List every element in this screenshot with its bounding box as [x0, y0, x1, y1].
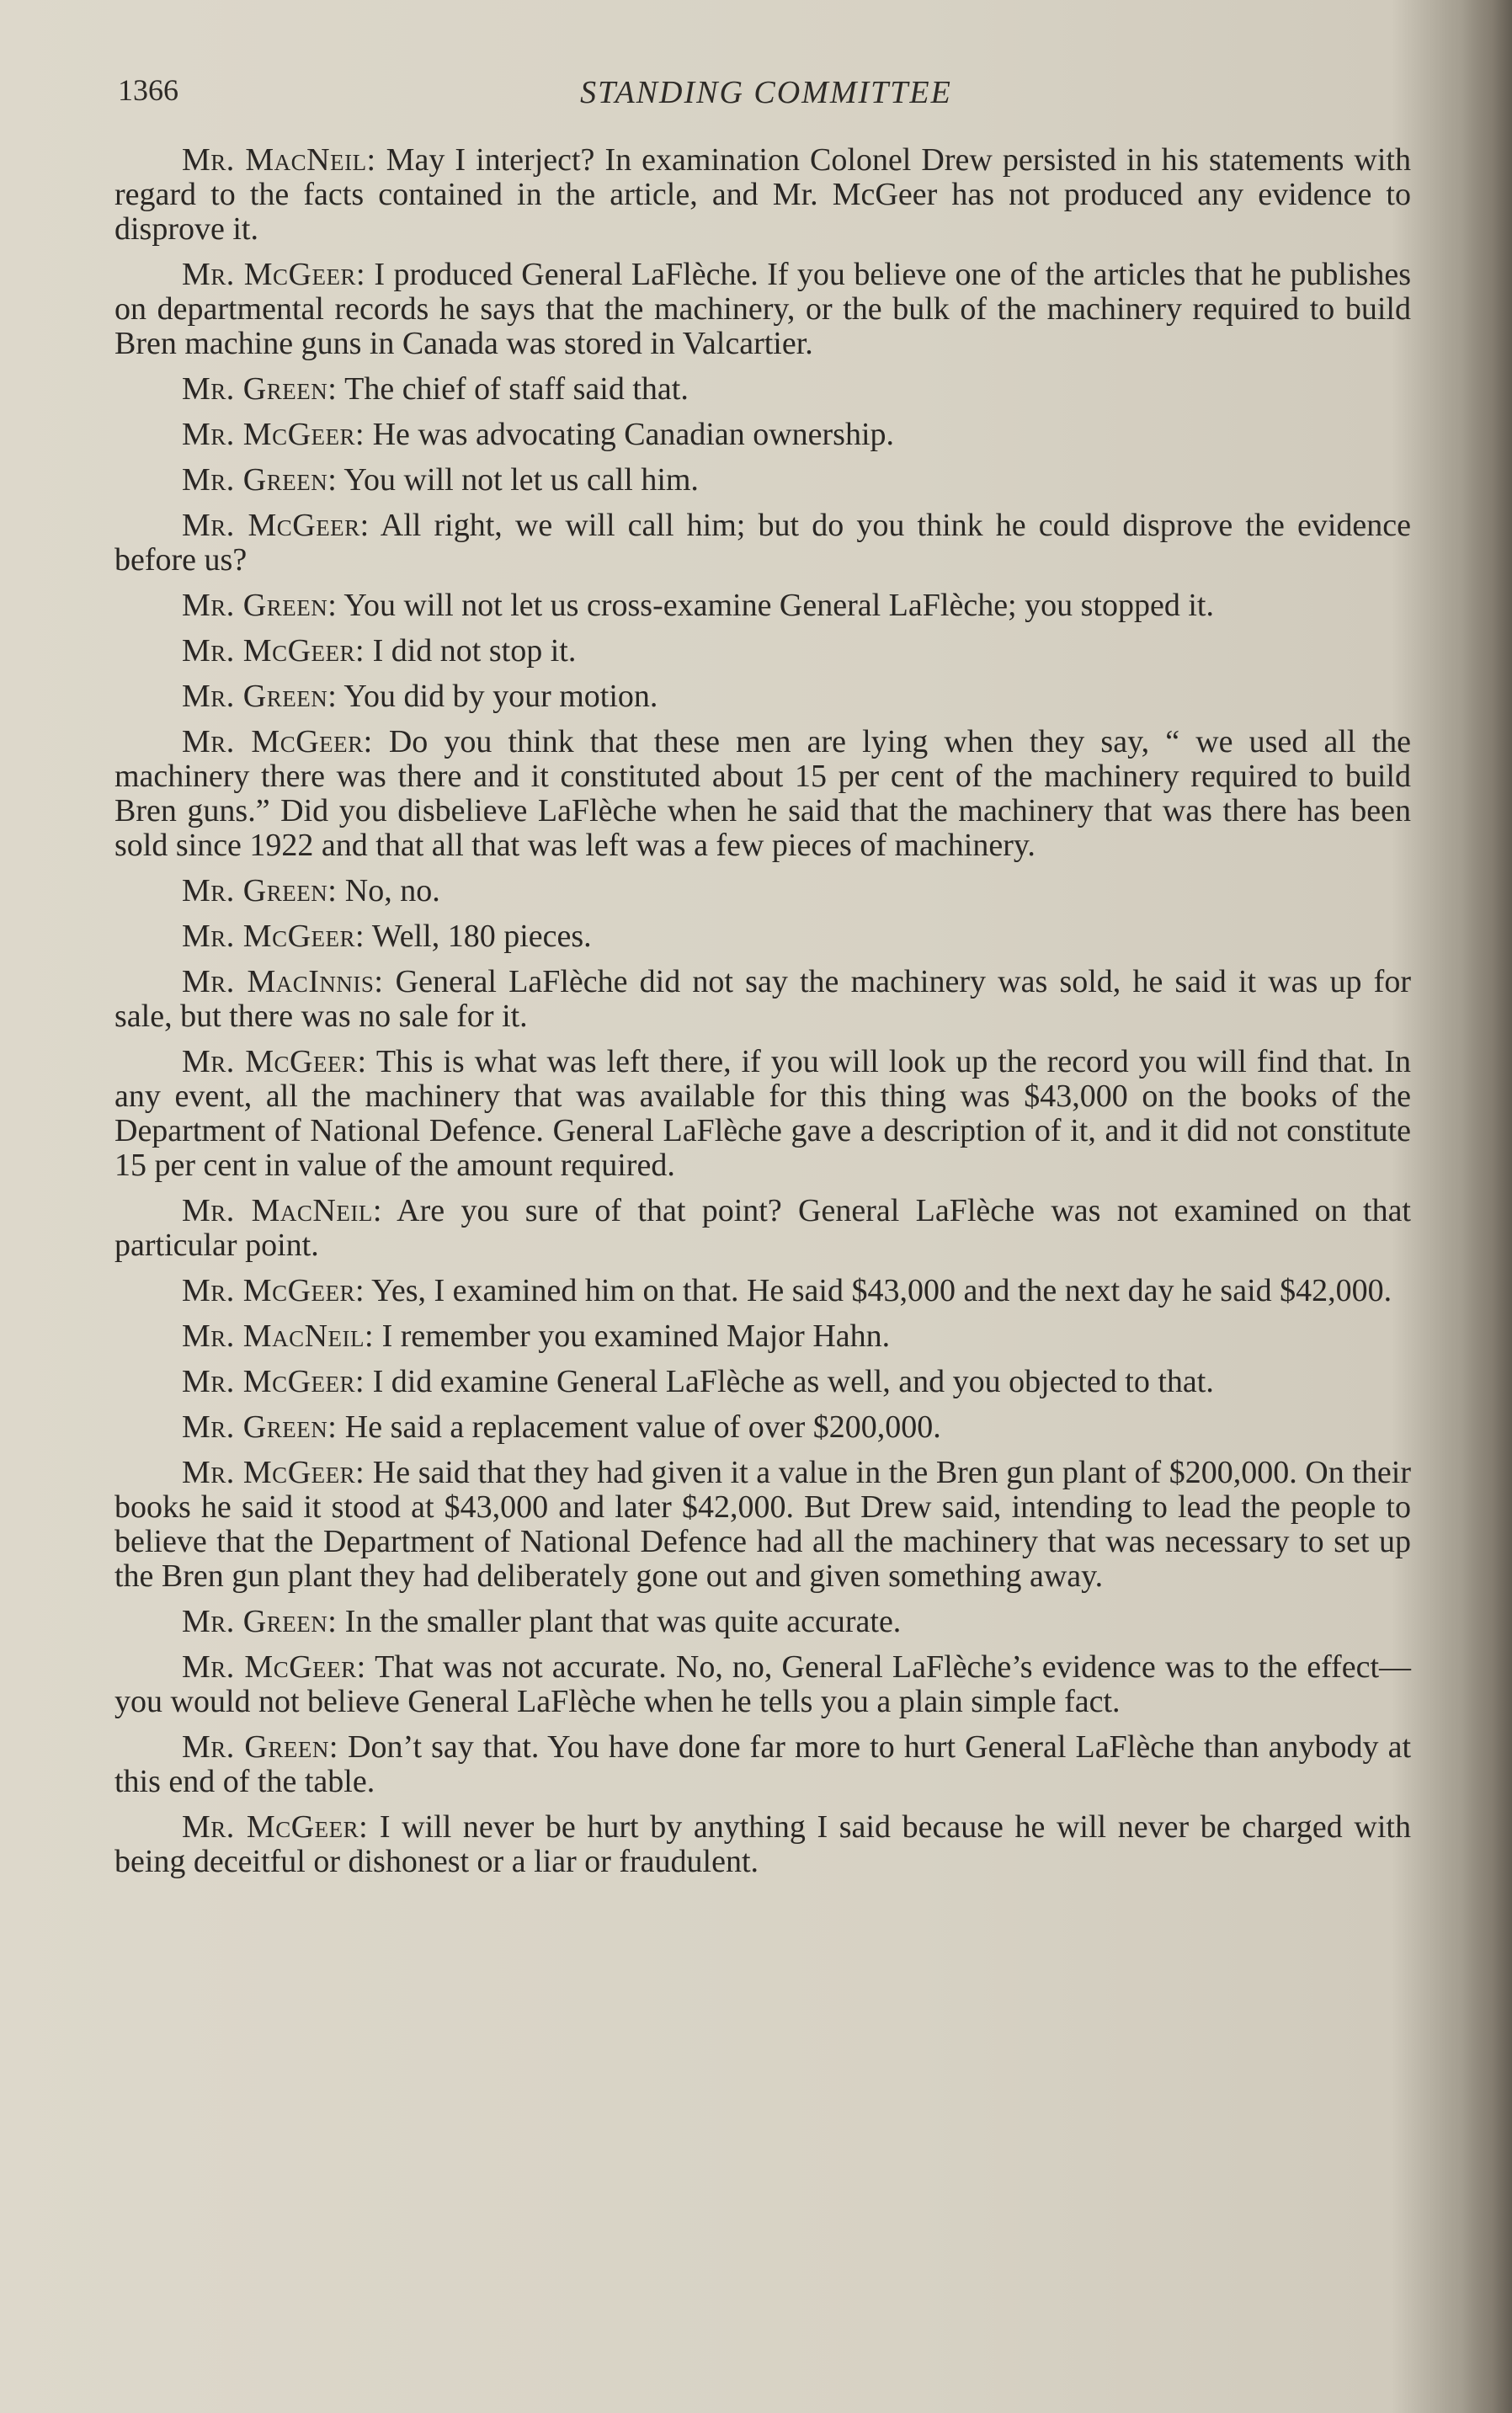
speech-paragraph	[114, 1365, 1411, 1399]
speaker-name: Mr. Green:	[182, 1729, 338, 1765]
speech-paragraph	[114, 919, 1411, 954]
speech-paragraph	[114, 463, 1411, 498]
speaker-name: Mr. Green:	[182, 873, 338, 908]
speech-text: General LaFlèche did not say the machinery was sold, he said it was up for sale, but there was no sale for it.	[114, 964, 1411, 1034]
speech-text: Well, 180 pieces.	[365, 919, 592, 954]
speech-paragraph	[114, 1410, 1411, 1445]
speech-text: All right, we will call him; but do you think he could disprove the evidence before us?	[114, 508, 1411, 578]
speech-paragraph	[114, 258, 1411, 361]
speech-paragraph	[114, 1605, 1411, 1639]
speaker-name: Mr. Green:	[182, 1604, 338, 1639]
speaker-name: Mr. McGeer:	[182, 1649, 366, 1685]
speaker-name: Mr. MacInnis:	[182, 964, 384, 999]
speech-paragraph	[114, 509, 1411, 578]
speaker-name: Mr. Green:	[182, 588, 338, 623]
speech-paragraph	[114, 1274, 1411, 1308]
speaker-name: Mr. Green:	[182, 1409, 338, 1445]
speech-text: May I interject? In examination Colonel Drew persisted in his statements with regard to the facts contained in the article, and Mr. McGeer has not produced any evidence to disprove it.	[114, 142, 1411, 247]
speaker-name: Mr. MacNeil:	[182, 142, 376, 178]
speaker-name: Mr. McGeer:	[182, 1364, 365, 1399]
speech-paragraph	[114, 143, 1411, 247]
speech-text: I remember you examined Major Hahn.	[374, 1318, 891, 1354]
speech-text: Are you sure of that point? General LaFlèche was not examined on that particular point.	[114, 1193, 1411, 1263]
speech-text: The chief of staff said that.	[337, 371, 689, 407]
speech-paragraph	[114, 965, 1411, 1034]
speaker-name: Mr. McGeer:	[182, 1809, 369, 1845]
speaker-name: Mr. McGeer:	[182, 1044, 367, 1079]
speech-text: That was not accurate. No, no, General LaFlèche’s evidence was to the effect—you would not believe General LaFlèche when he tells you a plain simple fact.	[114, 1649, 1412, 1719]
speaker-name: Mr. Green:	[182, 371, 338, 407]
speech-paragraph	[114, 589, 1411, 623]
speaker-name: Mr. McGeer:	[182, 508, 370, 543]
speech-paragraph	[114, 679, 1411, 714]
speaker-name: Mr. McGeer:	[182, 633, 365, 669]
page-number: 1366	[118, 73, 178, 107]
speaker-name: Mr. Green:	[182, 679, 338, 714]
speech-text: He was advocating Canadian ownership.	[365, 417, 895, 452]
speech-text: I will never be hurt by anything I said because he will never be charged with being deceitful or dishonest or a liar or fraudulent.	[114, 1809, 1411, 1879]
speaker-name: Mr. MacNeil:	[182, 1193, 382, 1228]
speech-text: This is what was left there, if you will look up the record you will find that. In any event, all the machinery that was available for this thing was $43,000 on the books of the Department of National Defence. General LaFlèche gave a description of it, and it did not constitute 15 per cent in value of the amount required.	[114, 1044, 1411, 1183]
speech-text: I did not stop it.	[365, 633, 577, 669]
speaker-name: Mr. McGeer:	[182, 257, 365, 292]
transcript-body	[114, 143, 1411, 1890]
speech-text: You will not let us cross-examine General LaFlèche; you stopped it.	[337, 588, 1214, 623]
speaker-name: Mr. McGeer:	[182, 724, 373, 759]
speech-text: You did by your motion.	[337, 679, 658, 714]
speech-paragraph	[114, 1045, 1411, 1183]
speech-paragraph	[114, 1810, 1411, 1879]
speech-paragraph	[114, 418, 1411, 452]
speech-text: I did examine General LaFlèche as well, and you objected to that.	[365, 1364, 1214, 1399]
speech-paragraph	[114, 725, 1411, 863]
speech-text: Don’t say that. You have done far more to hurt General LaFlèche than anybody at this end of the table.	[114, 1729, 1411, 1799]
speaker-name: Mr. McGeer:	[182, 1455, 365, 1490]
speaker-name: Mr. McGeer:	[182, 417, 365, 452]
speech-paragraph	[114, 372, 1411, 407]
speech-text: No, no.	[337, 873, 440, 908]
speech-text: He said a replacement value of over $200,000.	[337, 1409, 941, 1445]
speech-text: Yes, I examined him on that. He said $43,000 and the next day he said $42,000.	[365, 1273, 1392, 1308]
speech-text: Do you think that these men are lying when they say, “ we used all the machinery there was there and it constituted about 15 per cent of the machinery required to build Bren guns.” Did you disbelieve LaFlèche when he said that the machinery that was there has been sold since 1922 and that all that was left was a few pieces of machinery.	[114, 724, 1411, 863]
speech-text: I produced General LaFlèche. If you believe one of the articles that he publishes on departmental records he says that the machinery, or the bulk of the machinery required to build Bren machine guns in Canada was stored in Valcartier.	[114, 257, 1411, 361]
page-header	[118, 66, 1414, 125]
speaker-name: Mr. Green:	[182, 462, 338, 498]
speaker-name: Mr. McGeer:	[182, 1273, 365, 1308]
speech-paragraph	[114, 1650, 1411, 1719]
speech-paragraph	[114, 1730, 1411, 1799]
speech-paragraph	[114, 634, 1411, 669]
speaker-name: Mr. MacNeil:	[182, 1318, 375, 1354]
speech-text: In the smaller plant that was quite accurate.	[337, 1604, 902, 1639]
running-title: STANDING COMMITTEE	[580, 75, 952, 110]
speech-paragraph	[114, 1456, 1411, 1594]
speech-paragraph	[114, 1194, 1411, 1263]
speaker-name: Mr. McGeer:	[182, 919, 365, 954]
speech-text: He said that they had given it a value in the Bren gun plant of $200,000. On their books he said it stood at $43,000 and later $42,000. But Drew said, intending to lead the people to believe that the Department of National Defence had all the machinery that was necessary to set up the Bren gun plant they had deliberately gone out and given something away.	[114, 1455, 1411, 1594]
speech-text: You will not let us call him.	[337, 462, 699, 498]
speech-paragraph	[114, 874, 1411, 908]
speech-paragraph	[114, 1319, 1411, 1354]
